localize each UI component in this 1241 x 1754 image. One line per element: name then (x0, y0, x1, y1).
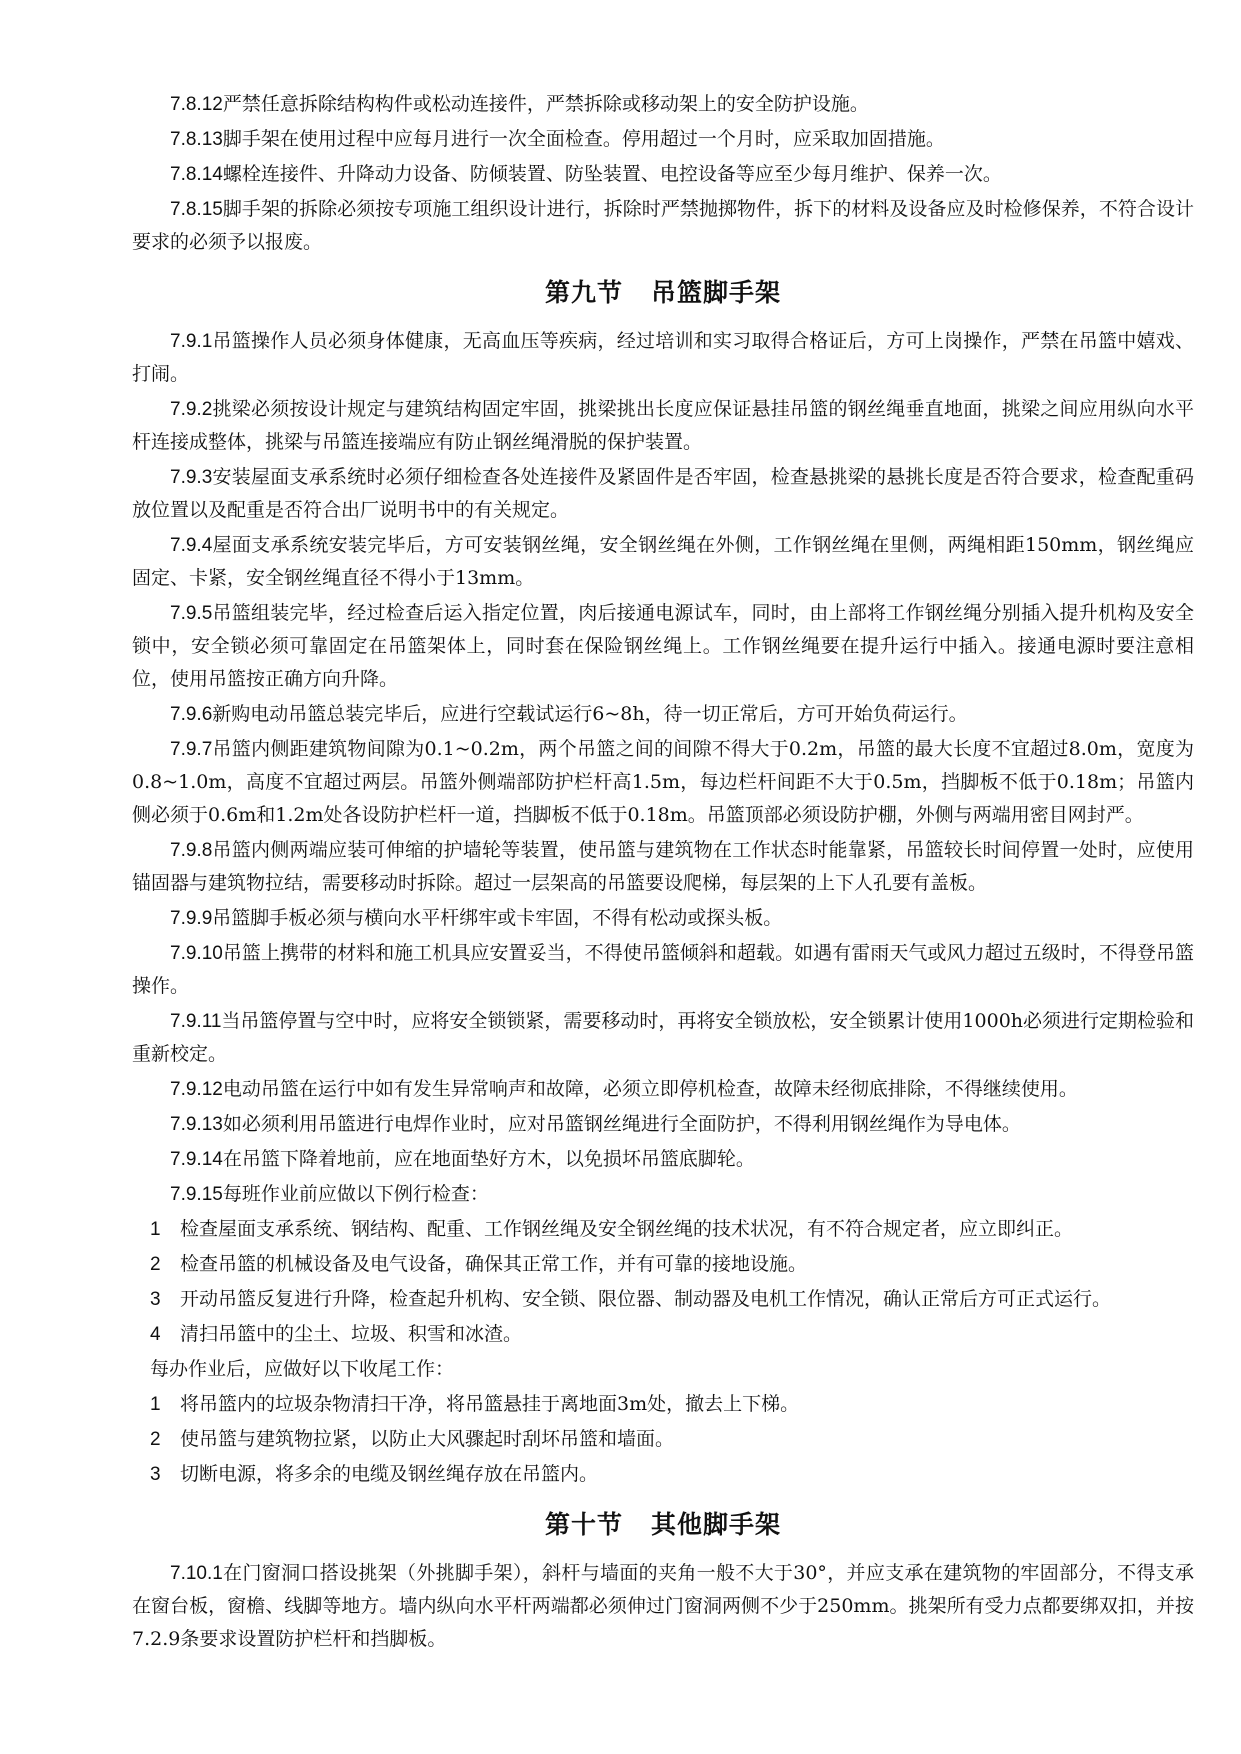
section-label: 第十节 (544, 1510, 623, 1539)
clause-text: 在吊篮下降着地前，应在地面垫好方木，以免损坏吊篮底脚轮。 (222, 1148, 755, 1170)
list-text: 检查吊篮的机械设备及电气设备，确保其正常工作，并有可靠的接地设施。 (180, 1253, 808, 1275)
clause-number: 7.9.9 (170, 908, 213, 929)
section10-heading (132, 1505, 1194, 1545)
clause-text: 吊篮上携带的材料和施工机具应安置妥当，不得使吊篮倾斜和超载。如遇有雷雨天气或风力超过五级时，不得登吊篮操作。 (132, 942, 1194, 997)
clause-text: 电动吊篮在运行中如有发生异常响声和故障，必须立即停机检查，故障未经彻底排除，不得继续使用。 (222, 1078, 1078, 1100)
clause-number: 7.9.13 (170, 1114, 223, 1135)
clause-number: 7.9.10 (170, 943, 223, 964)
clause-text: 吊篮内侧距建筑物间隙为0.1~0.2m，两个吊篮之间的间隙不得大于0.2m，吊篮的最大长度不宜超过8.0m，宽度为0.8~1.0m，高度不宜超过两层。吊篮外侧端部防护栏杆高1.5m，每边栏杆间距不大于0.5m，挡脚板不低于0.18m；吊篮内侧必须于0.6m和1.2m处各设防护栏杆一道，挡脚板不低于0.18m。吊篮顶部必须设防护棚，外侧与两端用密目网封严。 (132, 738, 1194, 826)
clause-7-8-15 (132, 193, 1194, 259)
clause-number: 7.9.12 (170, 1079, 223, 1100)
clause-7-9-8 (132, 834, 1194, 900)
clause-text: 挑梁必须按设计规定与建筑结构固定牢固，挑梁挑出长度应保证悬挂吊篮的钢丝绳垂直地面，挑梁之间应用纵向水平杆连接成整体，挑梁与吊篮连接端应有防止钢丝绳滑脱的保护装置。 (132, 398, 1194, 453)
clause-text: 吊篮组装完毕，经过检查后运入指定位置，肉后接通电源试车，同时，由上部将工作钢丝绳分别插入提升机构及安全锁中，安全锁必须可靠固定在吊篮架体上，同时套在保险钢丝绳上。工作钢丝绳要在提升运行中插入。接通电源时要注意相位，使用吊篮按正确方向升降。 (132, 602, 1194, 690)
after-work-lead: 每办作业后，应做好以下收尾工作： (150, 1358, 455, 1380)
clause-7-9-5 (132, 597, 1194, 696)
clause-number: 7.9.2 (170, 399, 213, 420)
clause-7-8-12 (132, 88, 1194, 121)
list-index: 2 (150, 1429, 161, 1450)
list-index: 1 (150, 1219, 161, 1240)
clause-number: 7.9.6 (170, 704, 213, 725)
section9-body (132, 325, 1194, 1491)
document-page (132, 88, 1194, 1658)
clause-7-9-13 (132, 1108, 1194, 1141)
list-item (132, 1248, 1194, 1281)
clause-7-9-6 (132, 698, 1194, 731)
clause-text: 新购电动吊篮总装完毕后，应进行空载试运行6~8h，待一切正常后，方可开始负荷运行。 (212, 703, 968, 725)
list-index: 3 (150, 1464, 161, 1485)
clause-text: 脚手架在使用过程中应每月进行一次全面检查。停用超过一个月时，应采取加固措施。 (222, 128, 945, 150)
clause-7-9-11 (132, 1005, 1194, 1071)
clause-number: 7.9.7 (170, 739, 213, 760)
list-index: 4 (150, 1324, 161, 1345)
clause-number: 7.8.15 (170, 199, 223, 220)
list-text: 清扫吊篮中的尘土、垃圾、积雪和冰渣。 (180, 1323, 523, 1345)
list-item (132, 1283, 1194, 1316)
clause-text: 吊篮脚手板必须与横向水平杆绑牢或卡牢固，不得有松动或探头板。 (212, 907, 783, 929)
clause-7-9-3 (132, 461, 1194, 527)
list-text: 将吊篮内的垃圾杂物清扫干净，将吊篮悬挂于离地面3m处，撤去上下梯。 (180, 1393, 800, 1415)
clause-number: 7.9.1 (170, 331, 213, 352)
list-text: 使吊篮与建筑物拉紧，以防止大风骤起时刮坏吊篮和墙面。 (180, 1428, 675, 1450)
list-text: 切断电源，将多余的电缆及钢丝绳存放在吊篮内。 (180, 1463, 599, 1485)
after-work-list (132, 1388, 1194, 1491)
clause-text: 安装屋面支承系统时必须仔细检查各处连接件及紧固件是否牢固，检查悬挑梁的悬挑长度是否符合要求，检查配重码放位置以及配重是否符合出厂说明书中的有关规定。 (132, 466, 1194, 521)
list-text: 开动吊篮反复进行升降，检查起升机构、安全锁、限位器、制动器及电机工作情况，确认正常后方可正式运行。 (180, 1288, 1112, 1310)
clause-7-8-14 (132, 158, 1194, 191)
clause-text: 吊篮操作人员必须身体健康，无高血压等疾病，经过培训和实习取得合格证后，方可上岗操作，严禁在吊篮中嬉戏、打闹。 (132, 330, 1194, 385)
clause-7-9-2 (132, 393, 1194, 459)
section-label: 第九节 (544, 278, 623, 307)
clause-7-9-15 (132, 1178, 1194, 1211)
clause-7-10-1 (132, 1557, 1194, 1656)
clause-7-9-4 (132, 529, 1194, 595)
clause-7-9-1 (132, 325, 1194, 391)
list-text: 检查屋面支承系统、钢结构、配重、工作钢丝绳及安全钢丝绳的技术状况，有不符合规定者，应立即纠正。 (180, 1218, 1074, 1240)
clause-number: 7.10.1 (170, 1563, 223, 1584)
clause-text: 如必须利用吊篮进行电焊作业时，应对吊篮钢丝绳进行全面防护，不得利用钢丝绳作为导电体。 (222, 1113, 1021, 1135)
section9-heading (132, 273, 1194, 313)
clause-number: 7.9.5 (170, 603, 213, 624)
list-item (132, 1423, 1194, 1456)
clause-number: 7.9.15 (170, 1184, 223, 1205)
list-item (132, 1318, 1194, 1351)
clause-text: 吊篮内侧两端应装可伸缩的护墙轮等装置，使吊篮与建筑物在工作状态时能靠紧，吊篮较长时间停置一处时，应使用锚固器与建筑物拉结，需要移动时拆除。超过一层架高的吊篮要设爬梯，每层架的上下人孔要有盖板。 (132, 839, 1194, 894)
clause-text: 每班作业前应做以下例行检查： (222, 1183, 489, 1205)
list-index: 1 (150, 1394, 161, 1415)
clause-7-9-7 (132, 733, 1194, 832)
clause-number: 7.9.4 (170, 535, 213, 556)
section-title: 其他脚手架 (651, 1510, 782, 1539)
clause-7-9-9 (132, 902, 1194, 935)
clause-number: 7.8.14 (170, 164, 223, 185)
clause-7-9-10 (132, 937, 1194, 1003)
clause-7-9-14 (132, 1143, 1194, 1176)
clause-number: 7.8.12 (170, 94, 223, 115)
list-item (132, 1213, 1194, 1246)
section8-tail (132, 88, 1194, 259)
clause-number: 7.8.13 (170, 129, 223, 150)
section10-body (132, 1557, 1194, 1656)
clause-number: 7.9.11 (170, 1011, 222, 1032)
clause-text: 螺栓连接件、升降动力设备、防倾装置、防坠装置、电控设备等应至少每月维护、保养一次。 (222, 163, 1002, 185)
clause-7-8-13 (132, 123, 1194, 156)
list-item (132, 1458, 1194, 1491)
clause-7-9-12 (132, 1073, 1194, 1106)
clause-text: 在门窗洞口搭设挑架（外挑脚手架），斜杆与墙面的夹角一般不大于30°，并应支承在建筑物的牢固部分，不得支承在窗台板，窗檐、线脚等地方。墙内纵向水平杆两端都必须伸过门窗洞两侧不少于250mm。挑架所有受力点都要绑双扣，并按7.2.9条要求设置防护栏杆和挡脚板。 (132, 1562, 1194, 1650)
clause-text: 脚手架的拆除必须按专项施工组织设计进行，拆除时严禁抛掷物件，拆下的材料及设备应及时检修保养，不符合设计要求的必须予以报废。 (132, 198, 1194, 253)
clause-number: 7.9.14 (170, 1149, 223, 1170)
daily-check-list (132, 1213, 1194, 1351)
clause-number: 7.9.3 (170, 467, 213, 488)
section-title: 吊篮脚手架 (651, 278, 782, 307)
list-index: 2 (150, 1254, 161, 1275)
list-item (132, 1388, 1194, 1421)
clause-text: 当吊篮停置与空中时，应将安全锁锁紧，需要移动时，再将安全锁放松，安全锁累计使用1000h必须进行定期检验和重新校定。 (132, 1010, 1195, 1065)
clause-text: 屋面支承系统安装完毕后，方可安装钢丝绳，安全钢丝绳在外侧，工作钢丝绳在里侧，两绳相距150mm，钢丝绳应固定、卡紧，安全钢丝绳直径不得小于13mm。 (132, 534, 1194, 589)
list-index: 3 (150, 1289, 161, 1310)
clause-number: 7.9.8 (170, 840, 213, 861)
clause-text: 严禁任意拆除结构构件或松动连接件，严禁拆除或移动架上的安全防护设施。 (222, 93, 869, 115)
